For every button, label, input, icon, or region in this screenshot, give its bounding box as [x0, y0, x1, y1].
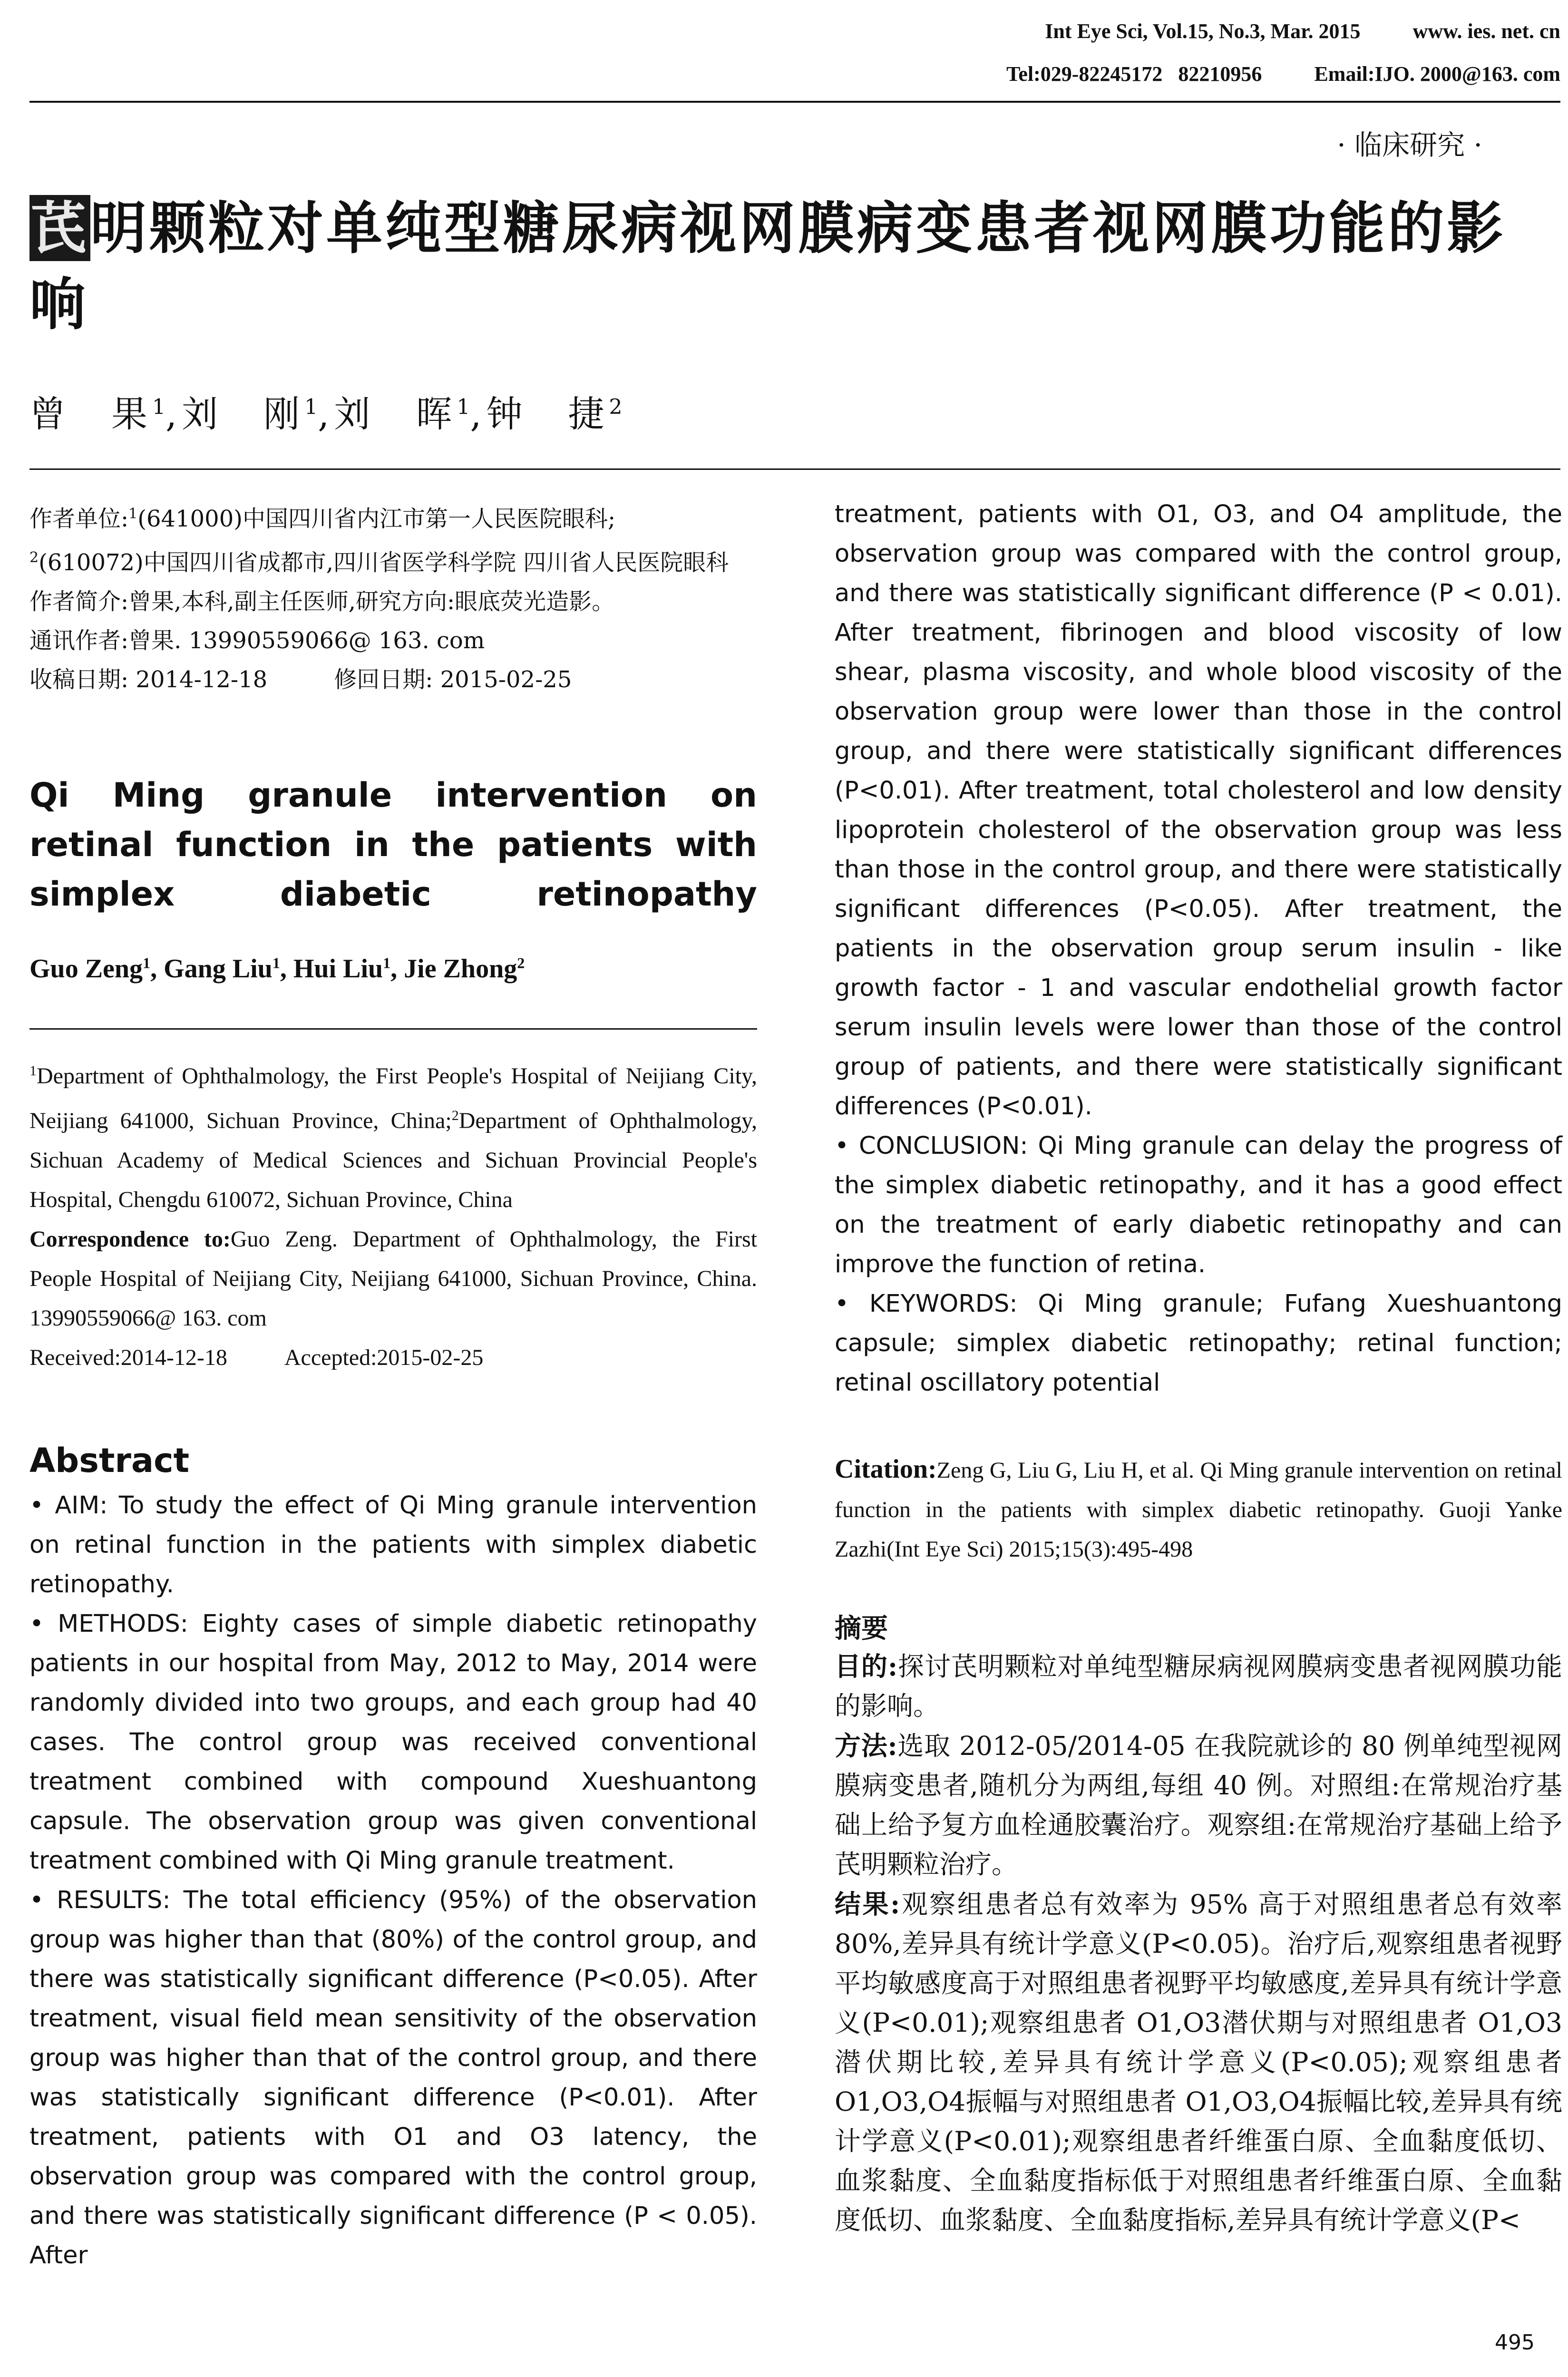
section-label: · 临床研究 ·	[1337, 129, 1482, 161]
affiliations-en: $^1$Department of Ophthalmology, the First People's Hospital of Neijiang City, Neijiang 641000, Sichuan Province, China;$^2$Department of Ophthalmology, Sichuan Academy of Medical Sciences and Sichuan Provincial People's Hospital, Chengdu 610072, Sichuan Province, China	[29, 1063, 758, 1212]
journal-citation: Int Eye Sci, Vol.15, No.3, Mar. 2015	[1045, 19, 1361, 43]
cn-abstract-heading: 摘要	[835, 1613, 888, 1644]
author-bio-cn: 作者简介:曾果,本科,副主任医师,研究方向:眼底荧光造影。	[29, 588, 615, 615]
correspondence-cn: 通讯作者:曾果. 13990559066@ 163. com	[29, 627, 485, 654]
unit-cn: 作者单位:$^1$(641000)中国四川省内江市第一人民医院眼科; $^2$(610072)中国四川省成都市,四川省医学科学院 四川省人民医院眼科	[29, 506, 729, 576]
correspondence-en: Correspondence to:Guo Zeng. Department of Ophthalmology, the First People Hospital of Neijiang City, Neijiang 641000, Sichuan Province, China. 13990559066@ 163. com	[29, 1227, 757, 1331]
article-title-en: Qi Ming granule intervention on retinal function in the patients with simplex diabetic retinopathy	[29, 776, 757, 914]
author-cn-3: 刘 晖$^1$	[334, 393, 470, 435]
abstract-aim: • AIM: To study the effect of Qi Ming granule intervention on retinal function in the patients with simplex diabetic retinopathy.	[29, 1491, 757, 1598]
affiliation-en	[29, 1051, 757, 1377]
author-cn-2: 刘 刚$^1$	[182, 393, 318, 435]
journal-website: www. ies. net. cn	[1412, 19, 1560, 43]
authors-rule	[29, 468, 1560, 470]
dates-en: Received:2014-12-18 Accepted:2015-02-25	[29, 1345, 484, 1370]
cn-abstract-aim: 目的:探讨芪明颗粒对单纯型糖尿病视网膜病变患者视网膜功能的影响。	[835, 1651, 1562, 1721]
page-number: 495	[1495, 2330, 1535, 2355]
abstract-body-right	[835, 495, 1562, 1403]
abstract-heading: Abstract	[29, 1441, 190, 1480]
journal-header-line2	[1006, 62, 1560, 86]
authors-en-rule	[29, 1028, 757, 1030]
abstract-body-left	[29, 1486, 757, 2275]
affiliation-cn	[29, 495, 757, 699]
abstract-conclusion: • CONCLUSION: Qi Ming granule can delay the progress of the simplex diabetic retinopathy, and it has a good effect on the treatment of early diabetic retinopathy and can improve the function of retina.	[835, 1132, 1562, 1278]
abstract-keywords: • KEYWORDS: Qi Ming granule; Fufang Xueshuantong capsule; simplex diabetic retinopathy; retinal function; retinal oscillatory potential	[835, 1290, 1562, 1397]
authors-cn: 曾 果$^1$,刘 刚$^1$,刘 晖$^1$,钟 捷$^2$	[29, 393, 623, 435]
journal-email: Email:IJO. 2000@163. com	[1314, 62, 1560, 86]
abstract-methods: • METHODS: Eighty cases of simple diabetic retinopathy patients in our hospital from May, 2012 to May, 2014 were randomly divided into two groups, and each group had 40 cases. The control group was received conventional treatment combined with compound Xueshuantong capsule. The observation group was given conventional treatment combined with Qi Ming granule treatment.	[29, 1610, 757, 1875]
authors-en: Guo Zeng$^1$, Gang Liu$^1$, Hui Liu$^1$, Jie Zhong$^2$	[29, 954, 525, 984]
abstract-results: • RESULTS: The total efficiency (95%) of the observation group was higher than that (80%) of the control group, and there was statistically significant difference (P<0.05). After treatment, visual field mean sensitivity of the observation group was higher than that of the control group, and there was statistically significant difference (P<0.01). After treatment, patients with O1 and O3 latency, the observation group was compared with the control group, and there was statistically significant difference (P < 0.05). After	[29, 1886, 757, 2270]
abstract-results-continued: treatment, patients with O1, O3, and O4 amplitude, the observation group was compared with the control group, and there was statistically significant difference (P < 0.01). After treatment, fibrinogen and blood viscosity of low shear, plasma viscosity, and whole blood viscosity of the observation group were lower than those in the control group, and there were statistically significant differences (P<0.01). After treatment, total cholesterol and low density lipoprotein cholesterol of the observation group was less than those in the control group, and there were statistically significant differences (P<0.05). After treatment, the patients in the observation group serum insulin - like growth factor - 1 and vascular endothelial growth factor serum insulin levels were lower than those of the control group of patients, and there were statistically significant differences (P<0.01).	[835, 500, 1562, 1120]
article-title-cn	[29, 190, 1561, 342]
author-cn-1: 曾 果$^1$	[29, 393, 166, 435]
title-rest: 明颗粒对单纯型糖尿病视网膜病变患者视网膜功能的影响	[29, 195, 1506, 337]
cn-abstract-body	[835, 1646, 1562, 2240]
journal-header-line1	[1045, 19, 1560, 43]
dates-cn: 收稿日期: 2014-12-18 修回日期: 2015-02-25	[29, 666, 572, 693]
journal-tel: Tel:029-82245172 82210956	[1006, 62, 1262, 86]
header-rule	[29, 101, 1560, 103]
citation: Citation:Zeng G, Liu G, Liu H, et al. Qi Ming granule intervention on retinal function in the patients with simplex diabetic retinopathy. Guoji Yanke Zazhi(Int Eye Sci) 2015;15(3):495-498	[835, 1454, 1562, 1562]
title-first-char: 芪	[30, 195, 90, 261]
cn-abstract-methods: 方法:选取 2012-05/2014-05 在我院就诊的 80 例单纯型视网膜病变患者,随机分为两组,每组 40 例。对照组:在常规治疗基础上给予复方血栓通胶囊治疗。观察组:在常规治疗基础上给予芪明颗粒治疗。	[835, 1730, 1562, 1880]
cn-abstract-results: 结果:观察组患者总有效率为 95% 高于对照组患者总有效率 80%,差异具有统计学意义(P<0.05)。治疗后,观察组患者视野平均敏感度高于对照组患者视野平均敏感度,差异具有统计学意义(P<0.01);观察组患者 O1,O3潜伏期与对照组患者 O1,O3潜伏期比较,差异具有统计学意义(P<0.05);观察组患者 O1,O3,O4振幅与对照组患者 O1,O3,O4振幅比较,差异具有统计学意义(P<0.01);观察组患者纤维蛋白原、全血黏度低切、血浆黏度、全血黏度指标低于对照组患者纤维蛋白原、全血黏度低切、血浆黏度、全血黏度指标,差异具有统计学意义(P<	[835, 1889, 1562, 2235]
author-cn-4: 钟 捷$^2$	[486, 393, 623, 435]
